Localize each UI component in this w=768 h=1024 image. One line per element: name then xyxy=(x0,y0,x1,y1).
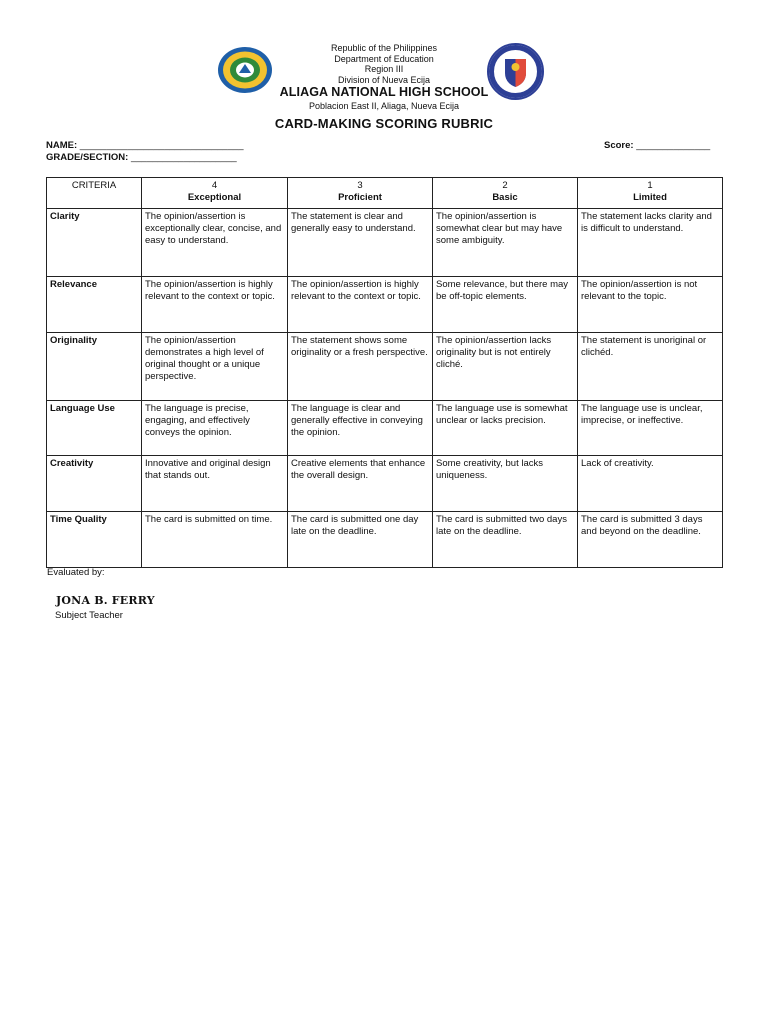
teacher-role: Subject Teacher xyxy=(55,610,123,621)
table-cell: The language is clear and generally effective in conveying the opinion. xyxy=(288,401,433,456)
teacher-name: JONA B. FERRY xyxy=(56,594,155,607)
name-blank: _______________________________ xyxy=(79,140,244,151)
level-label: Exceptional xyxy=(187,192,242,203)
table-cell: Some relevance, but there may be off-topic elements. xyxy=(433,277,578,333)
table-header-row xyxy=(47,178,723,209)
table-cell: The opinion/assertion is highly relevant to the context or topic. xyxy=(288,277,433,333)
criterion-creativity: Creativity xyxy=(47,456,142,512)
criterion-clarity: Clarity xyxy=(47,209,142,277)
header-line-division: Division of Nueva Ecija xyxy=(337,74,431,85)
table-cell: The card is submitted two days late on the deadline. xyxy=(433,512,578,568)
table-row xyxy=(47,456,723,512)
level-header-4 xyxy=(142,178,288,209)
level-score: 4 xyxy=(211,180,218,191)
table-cell: The card is submitted on time. xyxy=(142,512,288,568)
table-cell: The opinion/assertion lacks originality but is not entirely cliché. xyxy=(433,333,578,401)
criteria-header: CRITERIA xyxy=(47,178,142,209)
name-label: NAME: xyxy=(46,140,78,151)
table-cell: The opinion/assertion is somewhat clear but may have some ambiguity. xyxy=(433,209,578,277)
table-cell: Lack of creativity. xyxy=(578,456,723,512)
table-cell: Creative elements that enhance the overall design. xyxy=(288,456,433,512)
score-blank: ______________ xyxy=(636,140,711,151)
score-label: Score: xyxy=(604,140,634,151)
table-cell: The language use is somewhat unclear or lacks precision. xyxy=(433,401,578,456)
table-cell: The opinion/assertion demonstrates a high level of original thought or a unique perspective. xyxy=(142,333,288,401)
evaluated-by-label: Evaluated by: xyxy=(47,567,105,578)
header-line-region: Region III xyxy=(364,64,404,75)
table-cell: Some creativity, but lacks uniqueness. xyxy=(433,456,578,512)
deped-seal-icon xyxy=(487,43,544,100)
level-header-2 xyxy=(433,178,578,209)
table-cell: The statement is unoriginal or clichéd. xyxy=(578,333,723,401)
header-line-deped: Department of Education xyxy=(334,53,434,64)
table-cell: Innovative and original design that stands out. xyxy=(142,456,288,512)
table-row xyxy=(47,277,723,333)
rubric-title: CARD-MAKING SCORING RUBRIC xyxy=(274,116,494,131)
grade-section-blank: ____________________ xyxy=(130,152,237,163)
school-name: ALIAGA NATIONAL HIGH SCHOOL xyxy=(279,85,489,100)
table-cell: The opinion/assertion is highly relevant to the context or topic. xyxy=(142,277,288,333)
table-cell: The opinion/assertion is not relevant to the topic. xyxy=(578,277,723,333)
header-line-republic: Republic of the Philippines xyxy=(330,43,438,53)
rubric-table xyxy=(46,177,723,568)
criterion-time-quality: Time Quality xyxy=(47,512,142,568)
level-header-1 xyxy=(578,178,723,209)
level-label: Limited xyxy=(633,192,667,203)
level-label: Basic xyxy=(492,192,518,203)
level-label: Proficient xyxy=(338,192,382,203)
table-cell: The card is submitted one day late on the deadline. xyxy=(288,512,433,568)
table-cell: The statement lacks clarity and is difficult to understand. xyxy=(578,209,723,277)
table-cell: The card is submitted 3 days and beyond on the deadline. xyxy=(578,512,723,568)
name-field xyxy=(46,140,244,151)
level-score: 2 xyxy=(502,180,508,191)
level-score: 3 xyxy=(357,180,363,191)
table-cell: The opinion/assertion is exceptionally clear, concise, and easy to understand. xyxy=(142,209,288,277)
table-cell: The statement is clear and generally easy to understand. xyxy=(288,209,433,277)
level-header-3 xyxy=(288,178,433,209)
grade-section-label: GRADE/SECTION: xyxy=(46,152,129,163)
table-row xyxy=(47,209,723,277)
table-row xyxy=(47,333,723,401)
criterion-language-use: Language Use xyxy=(47,401,142,456)
score-field xyxy=(604,140,710,151)
criterion-relevance: Relevance xyxy=(47,277,142,333)
grade-section-field xyxy=(46,152,237,163)
table-cell: The language use is unclear, imprecise, or ineffective. xyxy=(578,401,723,456)
table-cell: The statement shows some originality or a fresh perspective. xyxy=(288,333,433,401)
table-row xyxy=(47,512,723,568)
school-address: Poblacion East II, Aliaga, Nueva Ecija xyxy=(308,101,460,112)
table-cell: The language is precise, engaging, and effectively conveys the opinion. xyxy=(142,401,288,456)
table-row xyxy=(47,401,723,456)
level-score: 1 xyxy=(647,180,653,191)
criterion-originality: Originality xyxy=(47,333,142,401)
